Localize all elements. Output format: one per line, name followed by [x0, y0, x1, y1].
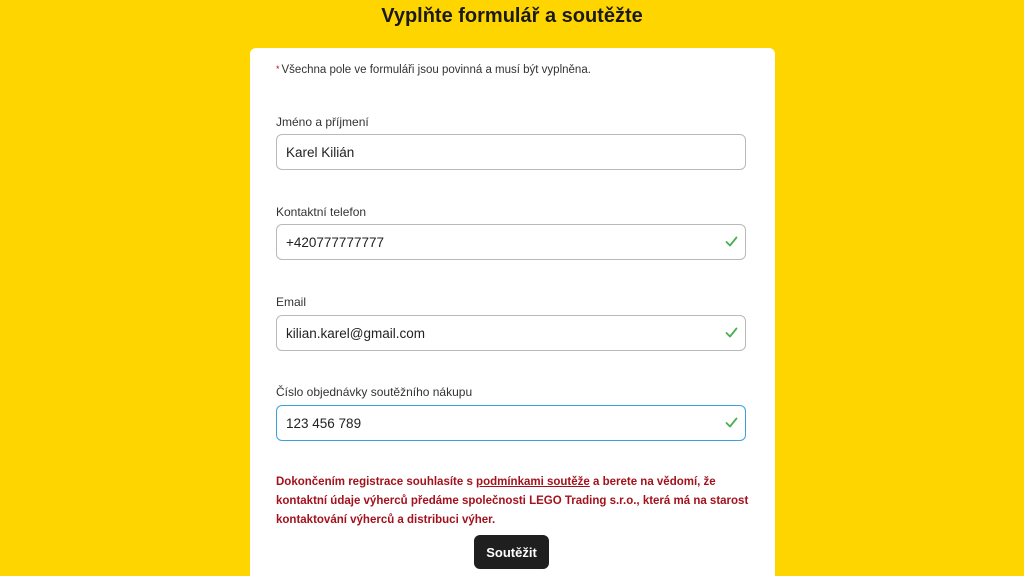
order-number-input[interactable] [277, 406, 726, 440]
email-field [276, 315, 746, 351]
terms-link[interactable]: podmínkami soutěže [476, 476, 590, 488]
required-star: * [276, 64, 280, 74]
consent-text [276, 473, 750, 530]
check-icon [725, 416, 738, 429]
check-icon [725, 326, 738, 339]
required-note-text: Všechna pole ve formuláři jsou povinná a musí být vyplněna. [281, 64, 591, 76]
phone-field [276, 224, 746, 260]
name-input[interactable] [277, 135, 726, 169]
consent-text-after: a berete na vědomí, že kontaktní údaje výherců předáme společnosti LEGO Trading s.r.o., která má na starost kontaktování výherců a distribuci výher. [276, 476, 749, 526]
check-icon [725, 235, 738, 248]
name-field [276, 134, 746, 170]
phone-label: Kontaktní telefon [276, 205, 367, 219]
consent-text-before: Dokončením registrace souhlasíte s [276, 476, 477, 488]
order-number-label: Číslo objednávky soutěžního nákupu [276, 385, 473, 399]
order-number-field [276, 405, 746, 441]
phone-input[interactable] [277, 225, 726, 259]
submit-button[interactable]: Soutěžit [474, 535, 549, 569]
email-input[interactable] [277, 316, 726, 350]
form-card [250, 48, 775, 576]
page-title: Vyplňte formulář a soutěžte [381, 5, 643, 27]
name-label: Jméno a příjmení [276, 115, 369, 129]
required-note [276, 64, 591, 76]
email-label: Email [276, 295, 307, 309]
